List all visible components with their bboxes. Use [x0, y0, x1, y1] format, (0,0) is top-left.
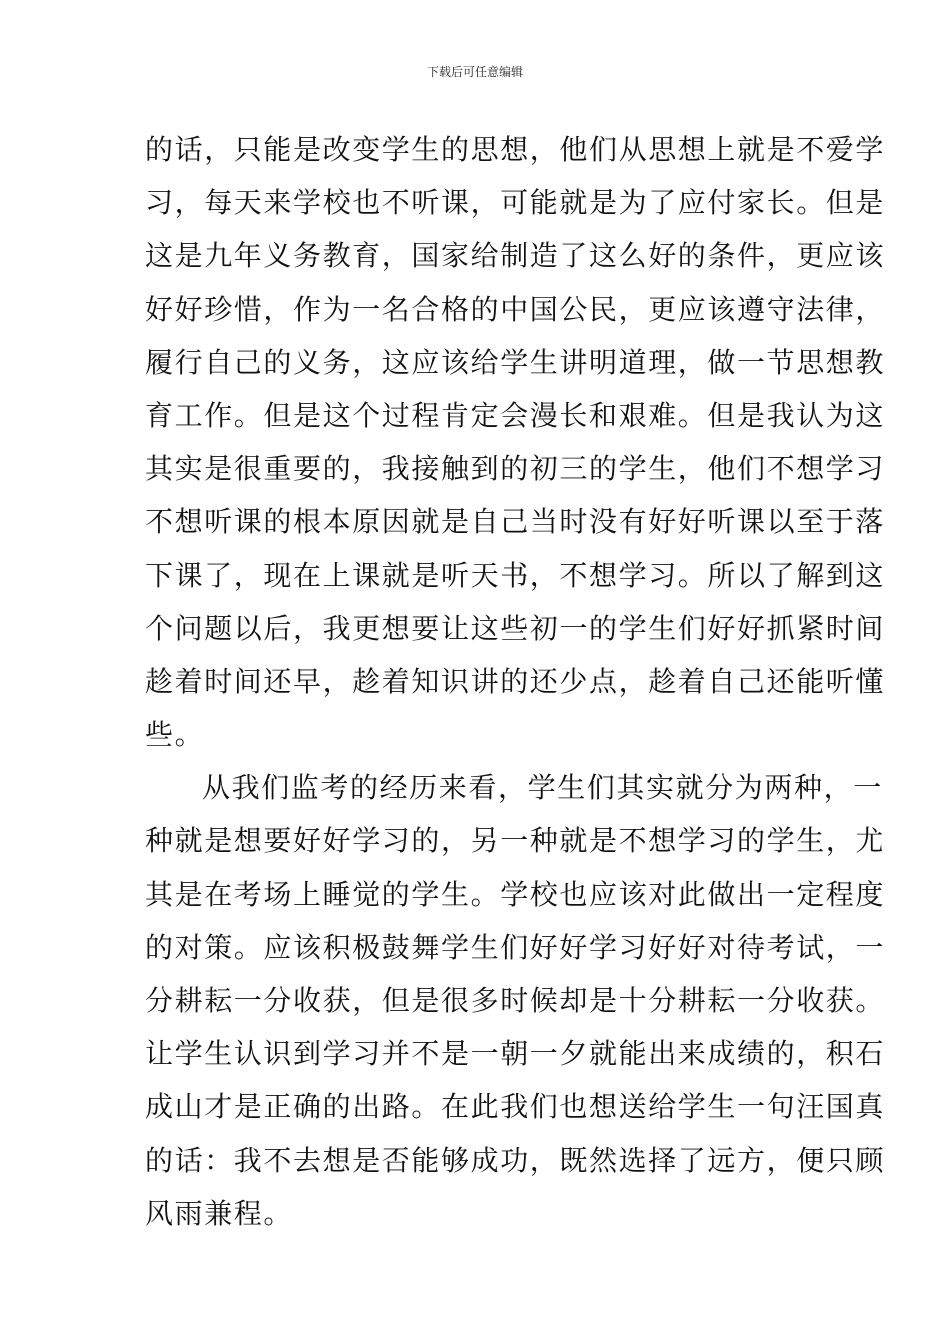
text-line: 育工作。但是这个过程肯定会漫长和艰难。但是我认为这: [145, 398, 886, 432]
text-line: 的话：我不去想是否能够成功，既然选择了远方，便只顾: [145, 1143, 886, 1177]
text-line: 分耕耘一分收获，但是很多时候却是十分耕耘一分收获。: [145, 984, 886, 1017]
body-text: [145, 123, 886, 1240]
text-line: 趁着时间还早，趁着知识讲的还少点，趁着自己还能听懂: [145, 664, 886, 698]
text-line: 好好珍惜，作为一名合格的中国公民，更应该遵守法律，: [145, 292, 886, 326]
text-line: 的话，只能是改变学生的思想，他们从思想上就是不爱学: [145, 133, 886, 166]
text-line: 履行自己的义务，这应该给学生讲明道理，做一节思想教: [145, 345, 886, 379]
text-line: 让学生认识到学习并不是一朝一夕就能出来成绩的，积石: [145, 1037, 886, 1071]
text-line: 其是在考场上睡觉的学生。学校也应该对此做出一定程度: [145, 877, 886, 911]
text-line: 这是九年义务教育，国家给制造了这么好的条件，更应该: [145, 239, 886, 273]
text-line: 习，每天来学校也不听课，可能就是为了应付家长。但是: [145, 186, 886, 220]
text-line: 成山才是正确的出路。在此我们也想送给学生一句汪国真: [145, 1090, 886, 1124]
text-line: 下课了，现在上课就是听天书，不想学习。所以了解到这: [145, 558, 886, 592]
text-line: 些。: [145, 718, 205, 752]
paragraph-1: [145, 123, 886, 761]
text-line: 其实是很重要的，我接触到的初三的学生，他们不想学习: [145, 452, 886, 486]
text-line: 从我们监考的经历来看，学生们其实就分为两种，一: [202, 771, 883, 805]
text-line: 个问题以后，我更想要让这些初一的学生们好好抓紧时间: [145, 611, 886, 645]
text-line: 种就是想要好好学习的，另一种就是不想学习的学生，尤: [145, 824, 886, 858]
text-line: 的对策。应该积极鼓舞学生们好好学习好好对待考试，一: [145, 930, 886, 964]
text-line: 不想听课的根本原因就是自己当时没有好好听课以至于落: [145, 505, 886, 539]
paragraph-2: [145, 761, 886, 1240]
text-line: 风雨兼程。: [145, 1196, 294, 1230]
page-header: 下载后可任意编辑: [426, 65, 523, 79]
